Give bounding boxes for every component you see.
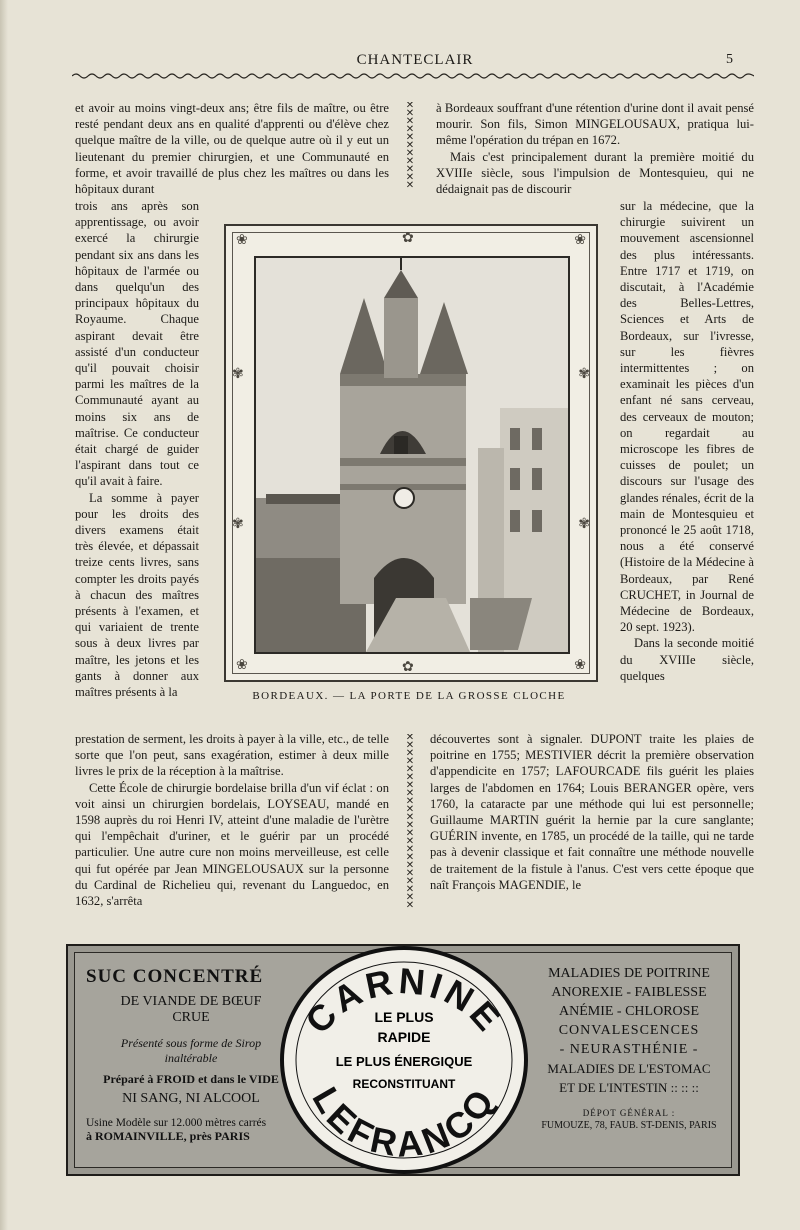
left-column-bottom (75, 731, 389, 909)
ad-line: CRUE (172, 1010, 210, 1025)
ad-line: Préparé à FROID et dans le VIDE (103, 1072, 279, 1086)
paragraph: Cette École de chirurgie bordelaise brilla d'un vif éclat : on voit ainsi un chirurgien bordelais, LOYSEAU, mandé en 1598 auprès du roi Henri IV, atteint d'une maladie de l'urètre qui l'empêchait d'uriner, et le guérir par un procédé particulier. Une autre cure non moins merveilleuse, est celle qui fut opérée par Jean MINGELOUSAUX sur la personne du Cardinal de Richelieu qui, revenant du Languedoc, en 1632, s'arrêta (75, 780, 389, 909)
gate-illustration (256, 258, 568, 652)
left-column-narrow (75, 198, 199, 700)
ad-center-line: LE PLUS ÉNERGIQUE (335, 1054, 473, 1069)
right-column-top (436, 100, 754, 197)
running-title: CHANTECLAIR (356, 52, 474, 68)
ad-line: ANÉMIE - CHLOROSE (559, 1004, 699, 1019)
floral-ornament-icon: ❀ (236, 233, 248, 248)
floral-ornament-icon: ✿ (402, 231, 414, 246)
ad-line: inaltérable (164, 1051, 218, 1065)
ad-heading: SUC CONCENTRÉ (86, 966, 264, 987)
column-divider-ornament-bottom: ✕ ✕ ✕ ✕ ✕ ✕ ✕ ✕ ✕ ✕ ✕ ✕ ✕ ✕ ✕ ✕ ✕ ✕ ✕ ✕ ✕ ✕ (405, 734, 415, 911)
ad-center-line: RECONSTITUANT (352, 1077, 456, 1091)
paragraph: trois ans après son apprentissage, ou avoir exercé la chirurgie pendant six ans dans les hôpitaux de l'armée ou dans quelqu'un des principaux hôpitaux du Royaume. Chaque aspirant devait être assisté d'un conducteur qu'il pouvait choisir parmi les maîtres de la Communauté ayant au moins six ans de maîtrise. Ce conducteur était chargé de guider l'aspirant dans tout ce qu'il avait à faire. (75, 199, 199, 489)
ad-line: - NEURASTHÉNIE - (559, 1042, 699, 1057)
ad-line: FUMOUZE, 78, FAUB. ST-DENIS, PARIS (541, 1120, 717, 1131)
floral-ornament-icon: ❀ (236, 658, 248, 673)
ad-line: à ROMAINVILLE, près PARIS (86, 1129, 250, 1143)
ad-center-line: LE PLUS (374, 1009, 434, 1025)
right-column-bottom (430, 731, 754, 893)
paragraph: sur la médecine, que la chirurgie suivirent un mouvement ascensionnel des plus intéressants. Entre 1717 et 1719, on discutait, à l'Académie des Belles-Lettres, Sciences et Arts de Bordeaux, sur l'ivresse, sur les fièvres intermittentes ; on examinait les pièces d'un enfant né sans cerveau, des cerveaux de mouton; on regardait au microscope les fibres de cuisses de poulet; un discours sur l'usage des glandes rénales, écrit de la main de Montesquieu et prononcé le 25 août 1718, nous a été conservé (Histoire de la Médecine à Bordeaux, par René CRUCHET, in Journal de Médecine de Bordeaux, 20 sept. 1923). (620, 199, 754, 635)
paragraph: La somme à payer pour les droits des divers examens était très élevée, et dépassait treize cents livres, sans compter les droits payés à chacun des maîtres présents à l'examen, et qui variaient de trente sous à deux livres par maître, les jetons et les gants à donner aux maîtres présents à la (75, 490, 199, 700)
paragraph: et avoir au moins vingt-deux ans; être fils de maître, ou être resté pendant deux ans en qualité d'apprenti ou d'élève chez quelque maître de la ville, ou de quelque autre où il y eut un lieutenant du premier chirurgien, et une Communauté en forme, et avoir travaillé de plus chez les maîtres ou dans les hôpitaux durant (75, 101, 389, 197)
brand-top-text: CARNINE (297, 959, 512, 1042)
page-binding-edge (0, 0, 8, 1230)
ad-line: MALADIES DE L'ESTOMAC (547, 1061, 711, 1076)
floral-ornament-icon: ❀ (574, 658, 586, 673)
header-wavy-rule (72, 70, 754, 82)
ad-line: DÉPOT GÉNÉRAL : (582, 1108, 676, 1118)
paragraph: découvertes sont à signaler. DUPONT traite les plaies de poitrine en 1755; MESTIVIER décrit la première observation d'appendicite en 1757; LAFOURCADE fils guérit les plaies larges de l'abdomen en 1764; Louis BERANGER opère, vers 1760, la cataracte par une méthode qui lui est personnelle; Guillaume MARTIN guérit la hernie par la cure sanglante; GUÉRIN invente, en 1785, un procédé de la taille, qui ne tarde pas à devenir classique et fait connaître une méthode nouvelle de traitement de la fistule à l'anus. C'est vers cette époque que naît François MAGENDIE, le (430, 732, 754, 892)
paragraph: à Bordeaux souffrant d'une rétention d'urine dont il avait pensé mourir. Son fils, Simon MINGELOUSAUX, pratiqua lui-même l'opération du trépan en 1672. (436, 101, 754, 148)
paragraph: prestation de serment, les droits à payer à la ville, etc., de telle sorte que l'on peut, sans exagération, estimer à deux mille livres le prix de la réception à la maîtrise. (75, 732, 389, 779)
floral-ornament-icon: ✿ (402, 660, 414, 675)
ad-line: Usine Modèle sur 12.000 mètres carrés (86, 1117, 267, 1129)
brand-bottom-text: LEFRANCQ (304, 1079, 504, 1165)
floral-ornament-icon: ❀ (574, 233, 586, 248)
paragraph: Dans la seconde moitié du XVIIIe siècle, quelques (620, 636, 754, 683)
floral-ornament-icon: ✾ (578, 517, 590, 532)
ad-center-line: RAPIDE (377, 1029, 431, 1045)
ad-line: DE VIANDE DE BŒUF (120, 994, 262, 1009)
ad-line: ANOREXIE - FAIBLESSE (551, 985, 707, 1000)
ad-line: NI SANG, NI ALCOOL (122, 1091, 260, 1106)
advertisement-carnine-lefrancq (66, 944, 740, 1176)
ad-left-panel (86, 966, 296, 1144)
floral-ornament-icon: ✾ (232, 367, 244, 382)
page-number: 5 (726, 52, 733, 67)
column-divider-ornament-top: ✕ ✕ ✕ ✕ ✕ ✕ ✕ ✕ ✕ ✕ ✕ (405, 102, 415, 191)
figure-caption: BORDEAUX. — LA PORTE DE LA GROSSE CLOCHE (252, 690, 566, 702)
photo-grosse-cloche-gate (254, 256, 570, 654)
photo-frame (224, 224, 598, 682)
floral-ornament-icon: ✾ (232, 517, 244, 532)
paragraph: Mais c'est principalement durant la première moitié du XVIIIe siècle, sous l'impulsion de Montesquieu, qui ne dédaignait pas de discourir (436, 149, 754, 197)
ad-line: ET DE L'INTESTIN :: :: :: (559, 1080, 699, 1095)
floral-ornament-icon: ✾ (578, 367, 590, 382)
ad-right-panel (536, 966, 722, 1131)
ad-line: CONVALESCENCES (558, 1023, 700, 1038)
right-column-narrow (620, 198, 754, 684)
ad-line: Présenté sous forme de Sirop (120, 1036, 262, 1050)
carnine-lefrancq-seal (276, 944, 532, 1176)
left-column-top (75, 100, 389, 197)
ad-line: MALADIES DE POITRINE (548, 966, 710, 981)
